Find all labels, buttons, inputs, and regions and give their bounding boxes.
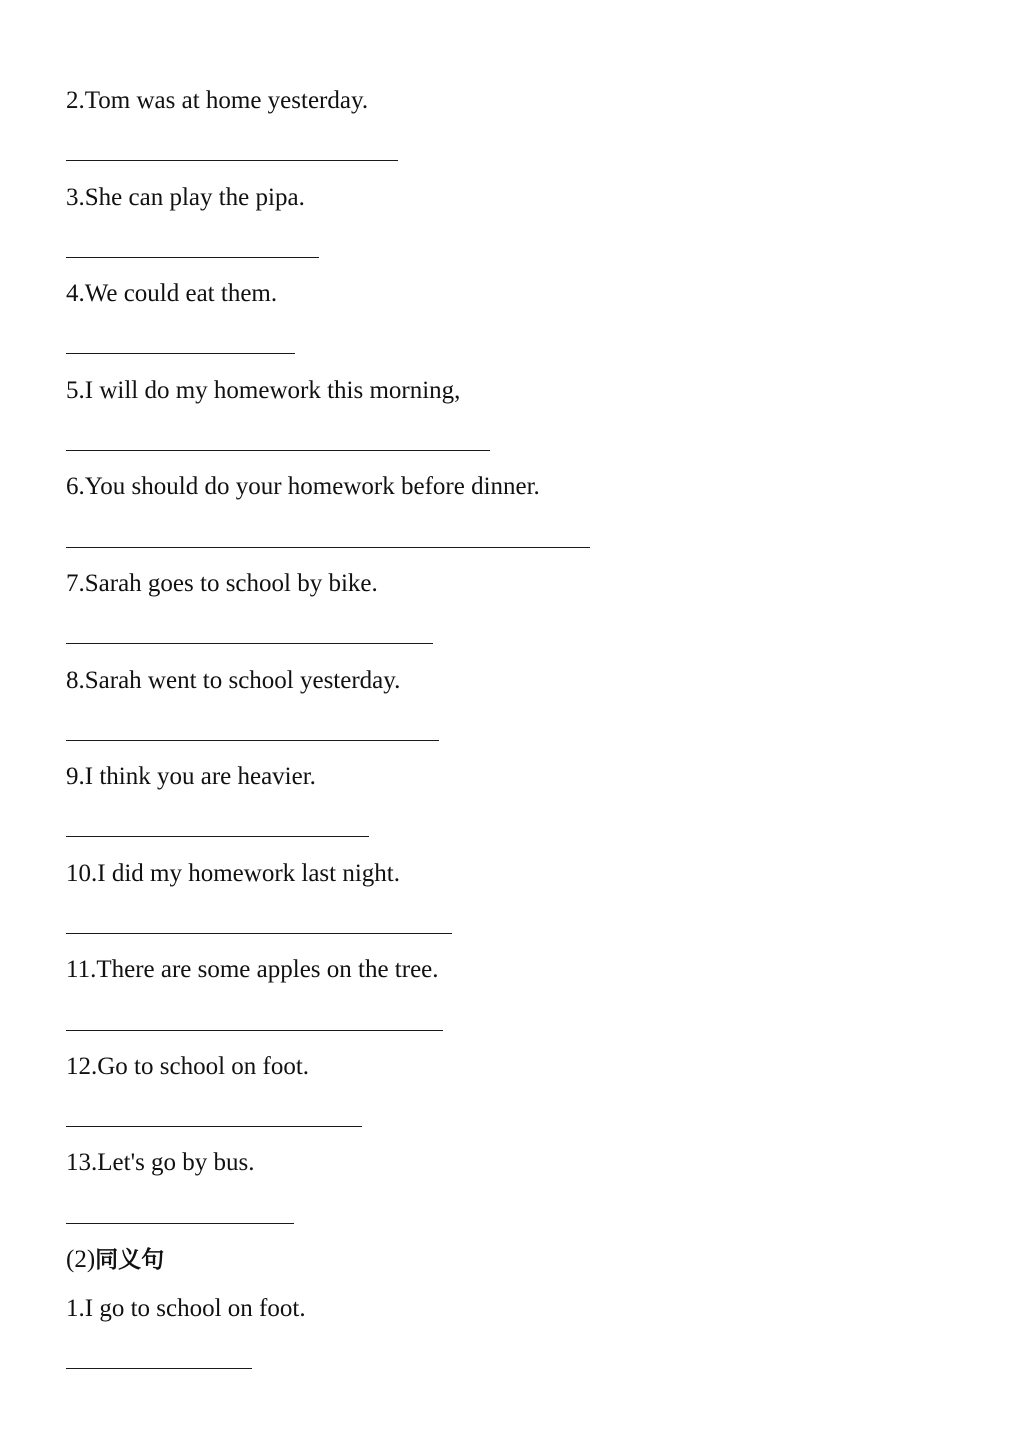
answer-line-13[interactable] [66, 1223, 294, 1224]
section-heading [66, 1245, 164, 1275]
exercise-4: 4.We could eat them. [66, 280, 278, 307]
exercise-6: 6.You should do your homework before dinner. [66, 473, 540, 500]
synonym-answer-line-1[interactable] [66, 1368, 252, 1369]
answer-line-11[interactable] [66, 1030, 443, 1031]
exercise-7: 7.Sarah goes to school by bike. [66, 570, 378, 597]
answer-line-9[interactable] [66, 836, 369, 837]
exercise-12: 12.Go to school on foot. [66, 1053, 310, 1080]
exercise-13: 13.Let's go by bus. [66, 1149, 255, 1176]
exercise-10: 10.I did my homework last night. [66, 860, 400, 887]
exercise-3: 3.She can play the pipa. [66, 184, 305, 211]
answer-line-6[interactable] [66, 547, 590, 548]
exercise-2: 2.Tom was at home yesterday. [66, 87, 369, 114]
section-title: 同义句 [95, 1247, 165, 1273]
exercise-5: 5.I will do my homework this morning, [66, 377, 461, 404]
synonym-exercise-1: 1.I go to school on foot. [66, 1295, 306, 1322]
exercise-9: 9.I think you are heavier. [66, 763, 316, 790]
answer-line-10[interactable] [66, 933, 452, 934]
answer-line-5[interactable] [66, 450, 490, 451]
answer-line-8[interactable] [66, 740, 439, 741]
answer-line-7[interactable] [66, 643, 433, 644]
answer-line-2[interactable] [66, 160, 398, 161]
answer-line-3[interactable] [66, 257, 319, 258]
answer-line-12[interactable] [66, 1126, 362, 1127]
exercise-8: 8.Sarah went to school yesterday. [66, 667, 401, 694]
exercise-11: 11.There are some apples on the tree. [66, 956, 439, 983]
answer-line-4[interactable] [66, 353, 295, 354]
section-number: (2) [66, 1246, 96, 1273]
